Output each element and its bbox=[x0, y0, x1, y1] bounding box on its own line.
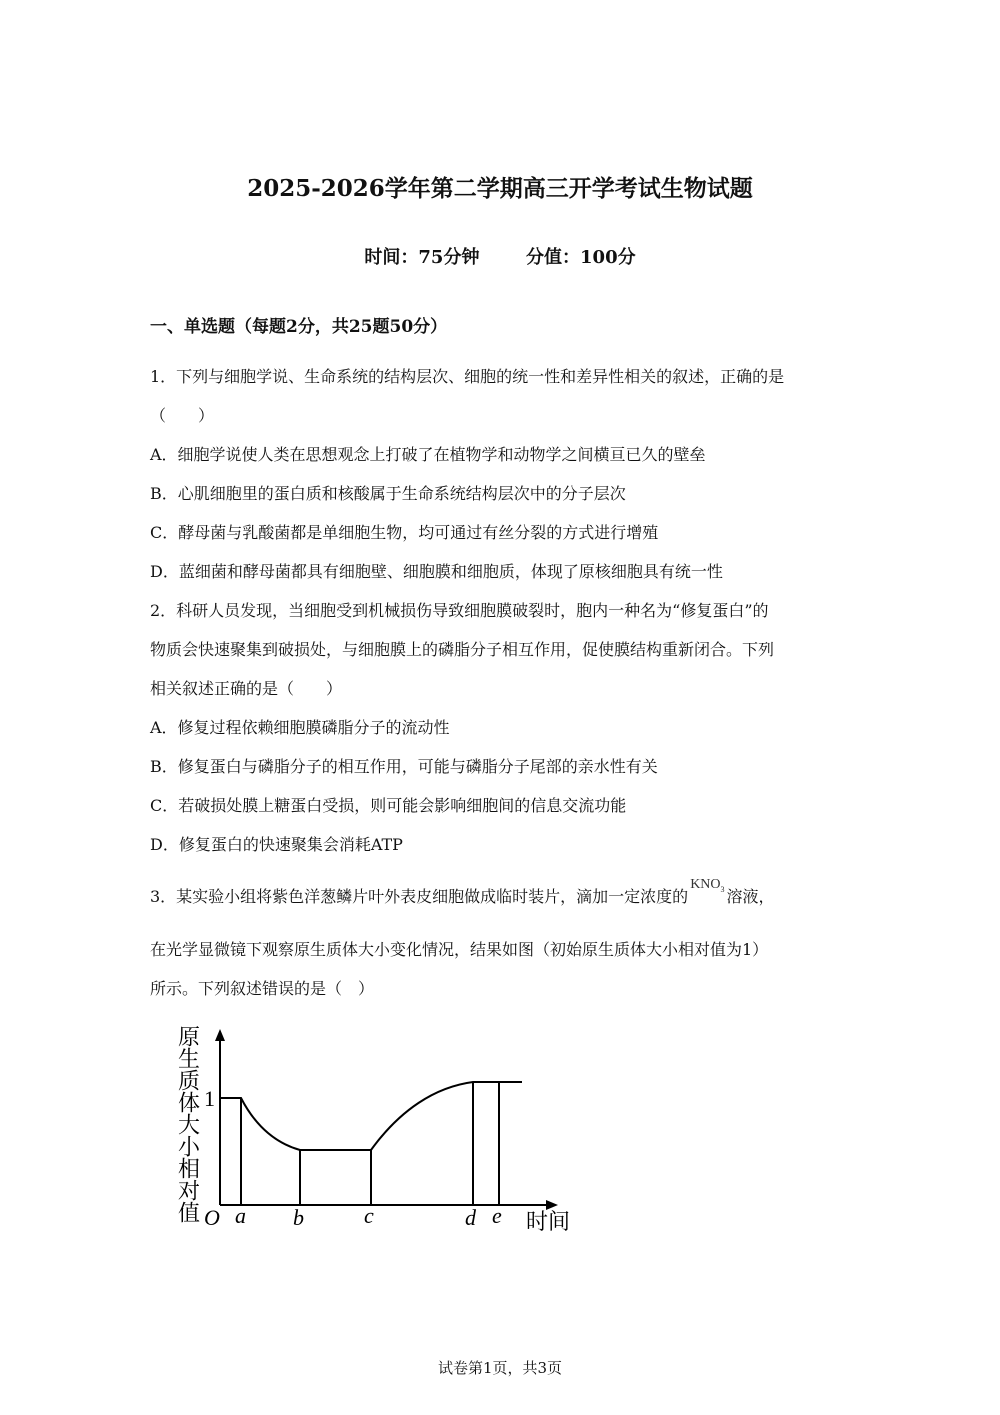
exam-time: 时间：75分钟 bbox=[364, 247, 480, 268]
protoplast-size-figure bbox=[160, 1015, 590, 1255]
section-heading: 一、单选题（每题2分，共25题50分） bbox=[150, 317, 448, 337]
q2-option-c: C．若破损处膜上糖蛋白受损，则可能会影响细胞间的信息交流功能 bbox=[150, 796, 627, 815]
q3-stem-part2: 溶液， bbox=[726, 887, 775, 906]
protoplast-curve bbox=[220, 1082, 522, 1150]
chemical-formula: $KNO_3$ bbox=[690, 877, 725, 894]
q1-stem-line-1: 1．下列与细胞学说、生命系统的结构层次、细胞的统一性和差异性相关的叙述，正确的是 bbox=[150, 367, 785, 386]
exam-info bbox=[0, 243, 1000, 269]
origin-label: O bbox=[204, 1205, 220, 1230]
q3-stem-part1: 3．某实验小组将紫色洋葱鳞片叶外表皮细胞做成临时装片，滴加一定浓度的 bbox=[150, 887, 689, 906]
x-tick-b: b bbox=[293, 1205, 304, 1230]
figure-ylabel: 原生质体大小相对值 bbox=[175, 1025, 201, 1223]
q1-option-c: C．酵母菌与乳酸菌都是单细胞生物，均可通过有丝分裂的方式进行增殖 bbox=[150, 523, 659, 542]
q3-stem-line-3: 所示。下列叙述错误的是（ ） bbox=[150, 979, 375, 998]
x-tick-d: d bbox=[465, 1205, 476, 1230]
x-tick-a: a bbox=[235, 1203, 246, 1228]
figure-xlabel: 时间 bbox=[526, 1209, 571, 1234]
q1-option-d: D．蓝细菌和酵母菌都具有细胞壁、细胞膜和细胞质，体现了原核细胞具有统一性 bbox=[150, 562, 723, 581]
x-tick-e: e bbox=[492, 1203, 502, 1228]
q1-option-b: B．心肌细胞里的蛋白质和核酸属于生命系统结构层次中的分子层次 bbox=[150, 484, 626, 503]
exam-score: 分值：100分 bbox=[526, 247, 636, 268]
x-tick-c: c bbox=[364, 1203, 374, 1228]
q2-stem-line-1: 2．科研人员发现，当细胞受到机械损伤导致细胞膜破裂时，胞内一种名为“修复蛋白”的 bbox=[150, 601, 769, 620]
y-axis-arrow bbox=[215, 1029, 225, 1041]
exam-title: 2025-2026学年第二学期高三开学考试生物试题 bbox=[247, 175, 753, 202]
y-tick-1: 1 bbox=[204, 1086, 215, 1111]
q2-stem-line-2: 物质会快速聚集到破损处，与细胞膜上的磷脂分子相互作用，促使膜结构重新闭合。下列 bbox=[150, 640, 775, 659]
q1-option-a: A．细胞学说使人类在思想观念上打破了在植物学和动物学之间横亘已久的壁垒 bbox=[150, 445, 706, 464]
q1-stem-line-2: （ ） bbox=[150, 406, 215, 425]
q3-stem-line-2: 在光学显微镜下观察原生质体大小变化情况，结果如图（初始原生质体大小相对值为1） bbox=[150, 940, 769, 959]
q2-option-a: A．修复过程依赖细胞膜磷脂分子的流动性 bbox=[150, 718, 450, 737]
page-footer: 试卷第1页，共3页 bbox=[437, 1359, 563, 1377]
q2-option-b: B．修复蛋白与磷脂分子的相互作用，可能与磷脂分子尾部的亲水性有关 bbox=[150, 757, 658, 776]
q2-option-d: D．修复蛋白的快速聚集会消耗ATP bbox=[150, 835, 403, 854]
q3-stem-line-1 bbox=[150, 877, 775, 915]
q2-stem-line-3: 相关叙述正确的是（ ） bbox=[150, 679, 343, 698]
